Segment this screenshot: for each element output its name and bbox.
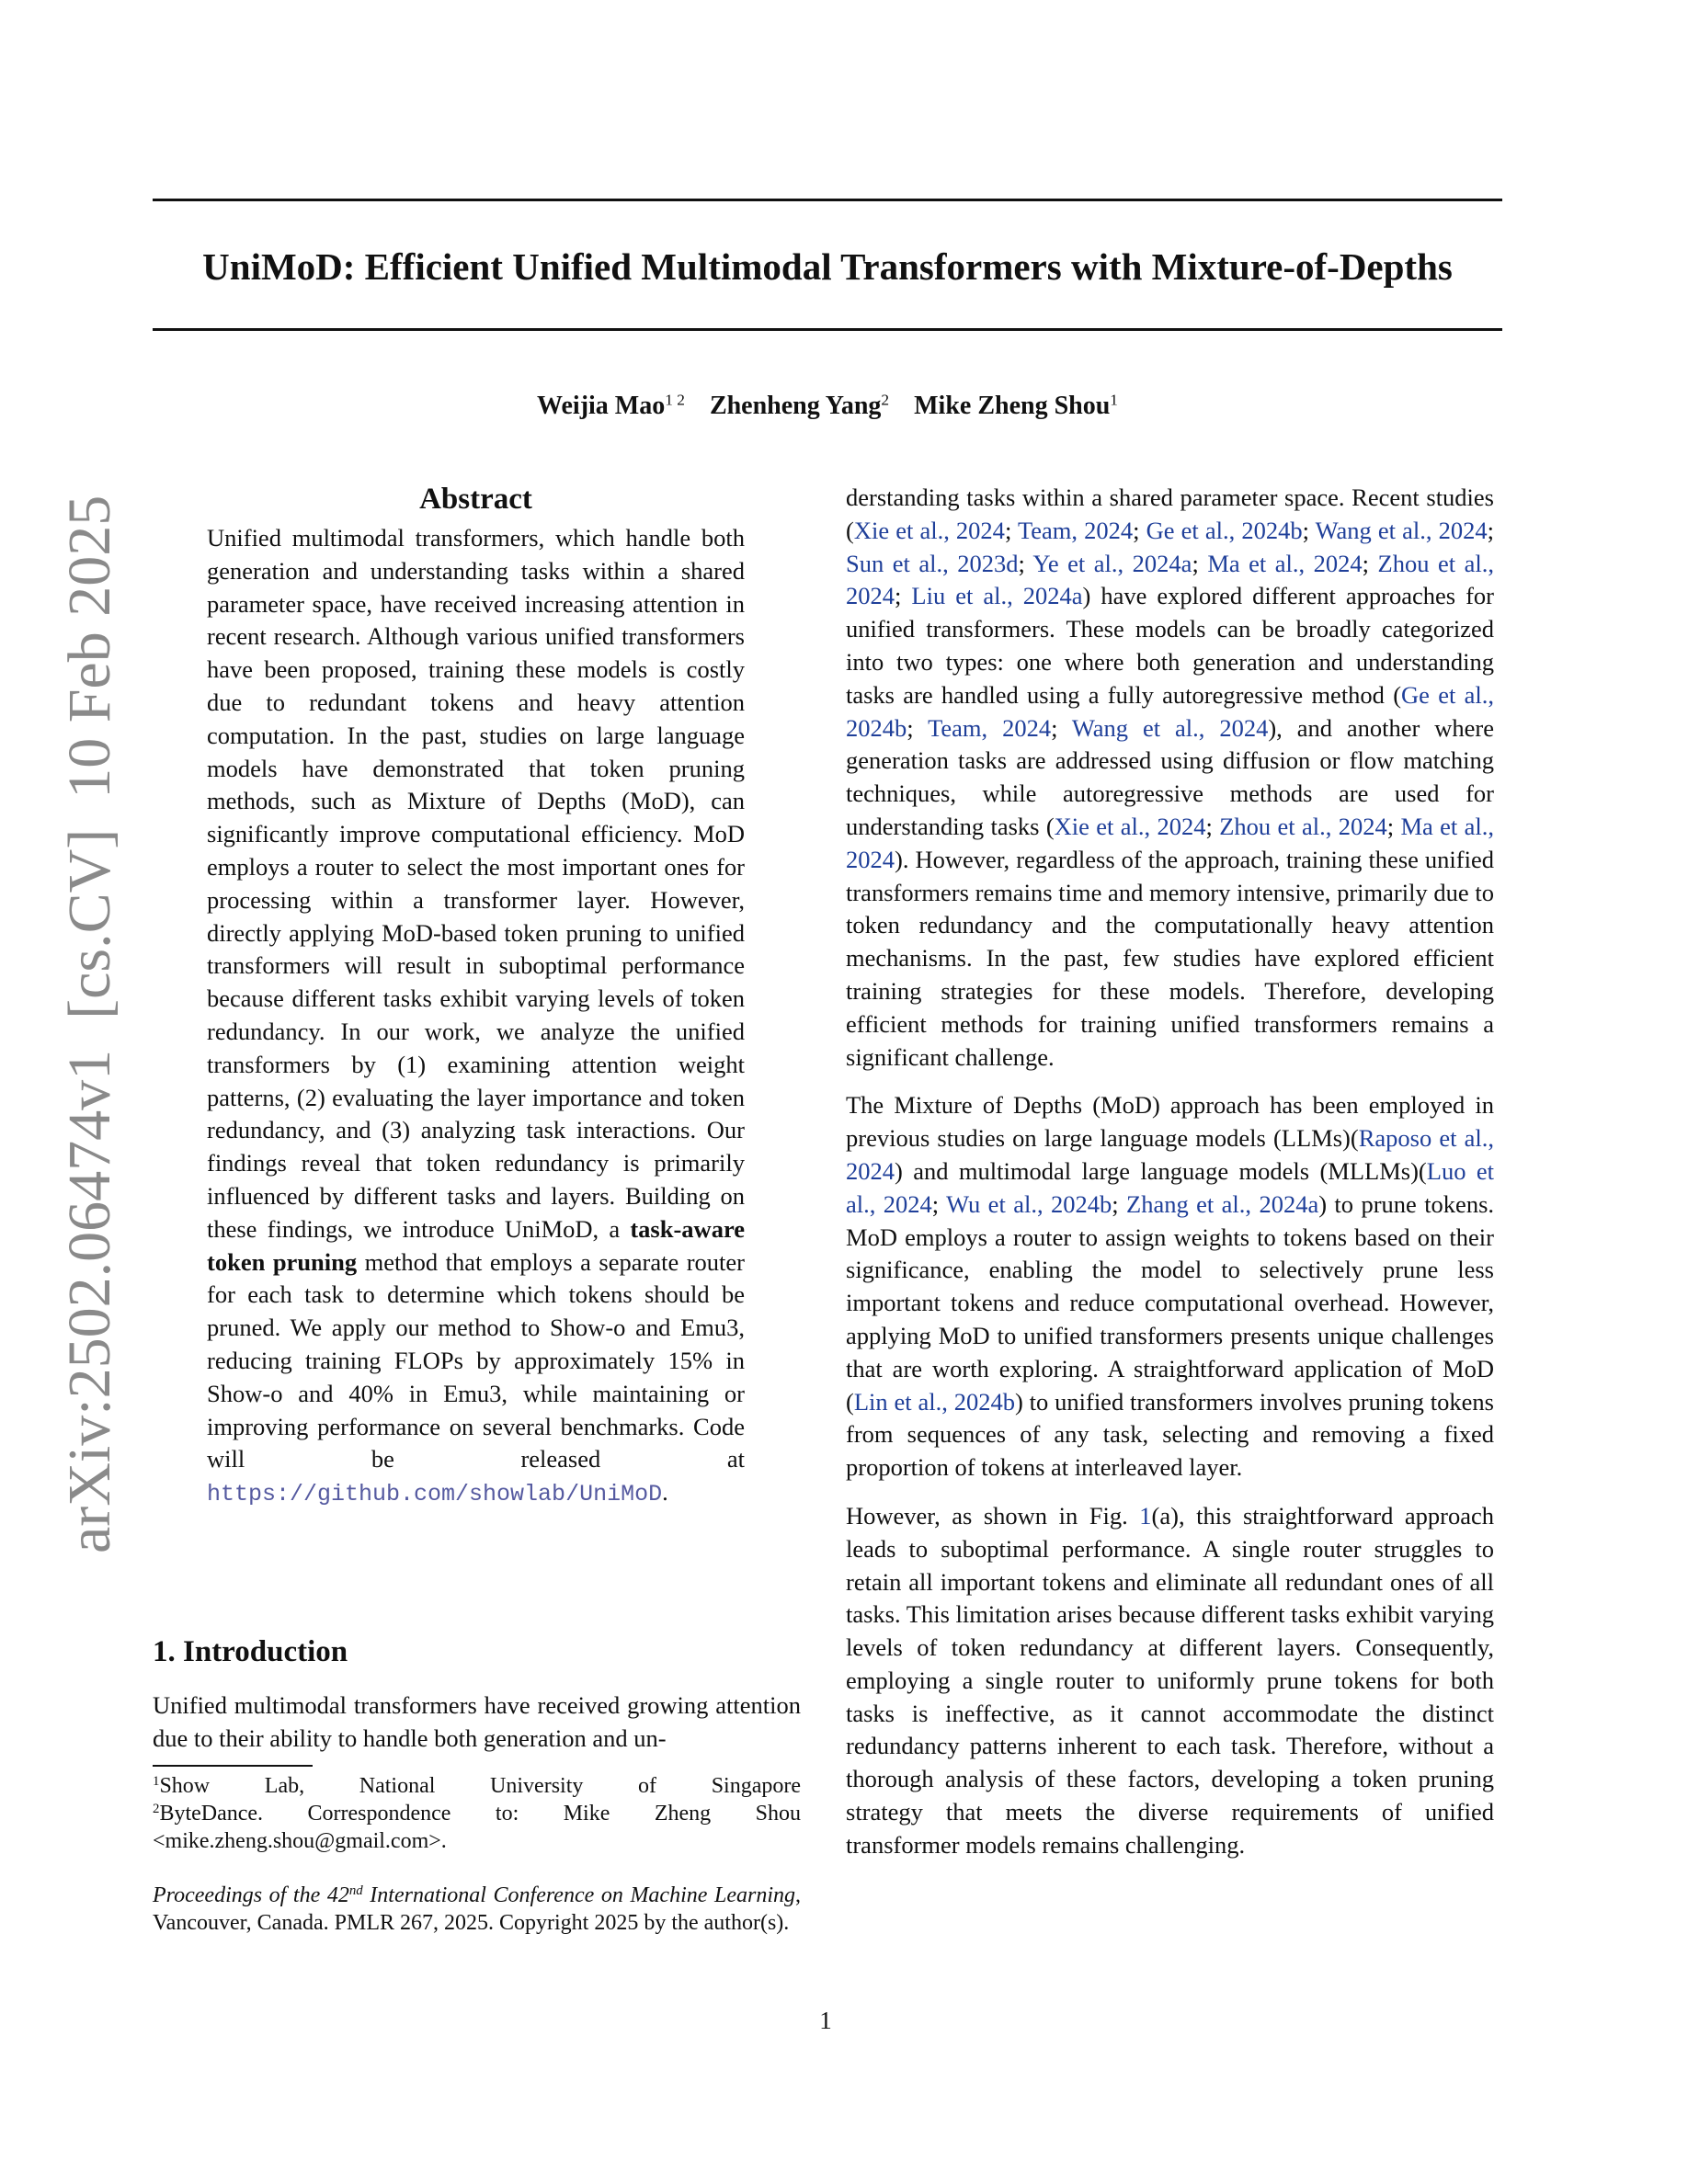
footnotes [153, 1772, 801, 1855]
citation-link[interactable]: Wang et al., 2024 [1071, 713, 1269, 742]
citation-link[interactable]: Xie et al., 2024 [1054, 812, 1206, 840]
citation-link[interactable]: Ge et al., 2024b [846, 680, 1494, 742]
title-bottom-rule [153, 328, 1502, 331]
citation-link[interactable]: Team, 2024 [928, 713, 1052, 742]
abstract-heading: Abstract [419, 483, 532, 516]
citation-link[interactable]: Wang et al., 2024 [1315, 516, 1488, 544]
abstract [207, 480, 745, 1511]
figure-reference-link[interactable]: 1 [1139, 1501, 1152, 1530]
citation-link[interactable]: Ye et al., 2024a [1032, 549, 1192, 577]
author-affiliation: 2 [881, 391, 890, 409]
paragraph: The Mixture of Depths (MoD) approach has been employed in previous studies on large language models (LLMs)(Raposo et al., 2024) and multimodal large language models (MLLMs)(Luo et al., 2024; Wu et al., 2024b; Zhang et al., 2024a) to prune tokens. MoD employs a router to assign weights to tokens based on their significance, enabling the model to selectively prune less important tokens and reduce computational overhead. However, applying MoD to unified transformers presents unique challenges that are worth exploring. A straightforward application of MoD (Lin et al., 2024b) to unified transformers involves pruning tokens from sequences of any task, selecting and removing a fixed proportion of tokens at interleaved layer. [846, 1091, 1495, 1482]
arxiv-stamp: arXiv:2502.06474v1 [cs.CV] 10 Feb 2025 [56, 495, 123, 1553]
citation-link[interactable]: Ma et al., 2024 [1207, 549, 1363, 577]
citation-link[interactable]: Liu et al., 2024a [911, 582, 1083, 610]
citation-link[interactable]: Team, 2024 [1017, 516, 1134, 544]
code-link[interactable]: https://github.com/showlab/UniMoD [207, 1481, 663, 1508]
right-column [846, 482, 1494, 1862]
citation-link[interactable]: Luo et al., 2024 [846, 1156, 1494, 1218]
citation-link[interactable]: Zhou et al., 2024 [1219, 812, 1387, 840]
author-affiliation: 1 [1110, 391, 1118, 409]
citation-link[interactable]: Zhou et al., 2024 [846, 549, 1494, 610]
citation-link[interactable]: Ma et al., 2024 [846, 812, 1494, 873]
footnote-rule [153, 1765, 313, 1767]
citation-link[interactable]: Lin et al., 2024b [853, 1387, 1015, 1416]
citation-link[interactable]: Wu et al., 2024b [946, 1189, 1112, 1218]
author-list [153, 388, 1502, 425]
citation-link[interactable]: Xie et al., 2024 [853, 516, 1005, 544]
author-name: Zhenheng Yang [709, 392, 882, 420]
footnote-1: $^1$Show Lab, National University of Singapore [153, 1773, 801, 1798]
citation-link[interactable]: Zhang et al., 2024a [1126, 1189, 1319, 1218]
paragraph: derstanding tasks within a shared parameter space. Recent studies (Xie et al., 2024; Team, 2024; Ge et al., 2024b; Wang et al., 2024; Sun et al., 2023d; Ye et al., 2024a; Ma et al., 2024; Zhou et al., 2024; Liu et al., 2024a) have explored different approaches for unified transformers. These models can be broadly categorized into two types: one where both generation and understanding tasks are handled using a fully autoregressive method (Ge et al., 2024b; Team, 2024; Wang et al., 2024), and another where generation tasks are addressed using diffusion or flow matching techniques, while autoregressive methods are used for understanding tasks (Xie et al., 2024; Zhou et al., 2024; Ma et al., 2024). However, regardless of the approach, training these unified transformers remains time and memory intensive, primarily due to token redundancy and the computationally heavy attention mechanisms. In the past, few studies have explored efficient training strategies for these models. Therefore, developing efficient methods for training unified transformers remains a significant challenge. [846, 483, 1495, 1071]
abstract-text: Unified multimodal transformers, which handle both generation and understanding tasks within a shared parameter space, have received increasing attention in recent research. Although various unified transformers have been proposed, training these models is costly due to redundant tokens and heavy attention computation. In the past, studies on large language models have demonstrated that token pruning methods, such as Mixture of Depths (MoD), can significantly improve computational efficiency. MoD employs a router to select the most important ones for processing within a transformer layer. However, directly applying MoD-based token pruning to unified transformers will result in suboptimal performance because different tasks exhibit varying levels of token redundancy. In our work, we analyze the unified transformers by (1) examining attention weight patterns, (2) evaluating the layer importance and token redundancy, and (3) analyzing task interactions. Our findings reveal that token redundancy is primarily influenced by different tasks and layers. Building on these findings, we introduce UniMoD, a task-aware token pruning method that employs a separate router for each task to determine which tokens should be pruned. We apply our method to Show-o and Emu3, reducing training FLOPs by approximately 15% in Show-o and 40% in Emu3, while maintaining or improving performance on several benchmarks. Code will be released at https://github.com/showlab/UniMoD. [207, 524, 745, 1508]
citation-link[interactable]: Raposo et al., 2024 [846, 1124, 1495, 1185]
page-number: 1 [819, 2007, 832, 2034]
footnote-2: $^2$ByteDance. Correspondence to: Mike Zheng Shou [153, 1801, 801, 1826]
proceedings-notice: Proceedings of the 42nd International Conference on Machine Learning, Vancouver, Canada. PMLR 267, 2025. Copyright 2025 by the author(s). [153, 1883, 801, 1935]
author-affiliation: 1 2 [665, 391, 685, 409]
author-name: Weijia Mao [537, 392, 666, 420]
paper-title: UniMoD: Efficient Unified Multimodal Transformers with Mixture-of-Depths [202, 245, 1453, 288]
paragraph: However, as shown in Fig. 1(a), this straightforward approach leads to suboptimal performance. A single router struggles to retain all important tokens and eliminate all redundant ones of all tasks. This limitation arises because different tasks exhibit varying levels of token redundancy at different layers. Consequently, employing a single router to uniformly prune tokens for both tasks is ineffective, as it cannot accommodate the distinct redundancy patterns inherent to each task. Therefore, without a thorough analysis of these factors, developing a token pruning strategy that meets the diverse requirements of unified transformer models remains challenging. [846, 1501, 1494, 1859]
section-heading: 1. Introduction [153, 1635, 348, 1668]
abstract-bold-phrase: task-aware token pruning [207, 1214, 745, 1276]
citation-link[interactable]: Ge et al., 2024b [1146, 516, 1303, 544]
footnote-email: <mike.zheng.shou@gmail.com>. [153, 1829, 447, 1853]
citation-link[interactable]: Sun et al., 2023d [846, 549, 1019, 577]
title-top-rule [153, 199, 1502, 201]
author-name: Mike Zheng Shou [914, 392, 1111, 420]
intro-paragraph: Unified multimodal transformers have received growing attention due to their ability to handle both generation and un- [153, 1691, 801, 1752]
introduction-section [153, 1632, 801, 1756]
